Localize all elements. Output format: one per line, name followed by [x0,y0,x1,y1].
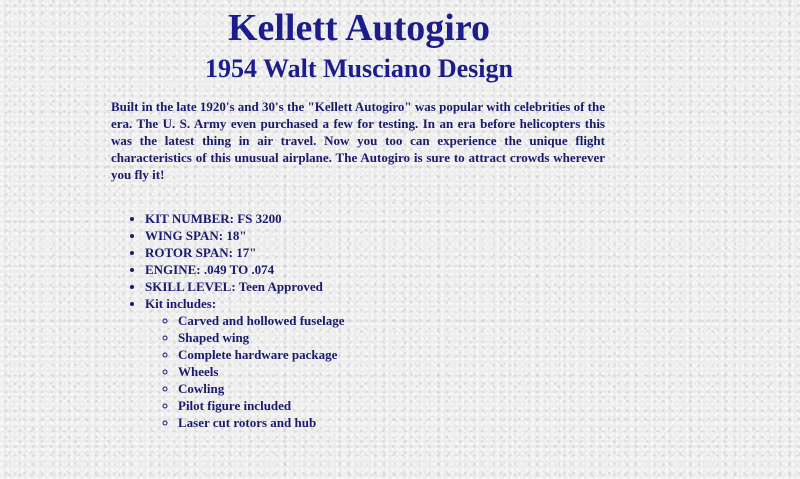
kit-item: ◦ Laser cut rotors and hub [178,414,344,431]
page-title: Kellett Autogiro [227,7,491,49]
kit-item: ◦ Complete hardware package [178,346,344,363]
spec-kit-includes [145,295,344,431]
spec-rotor-span: • ROTOR SPAN: 17" [145,244,344,261]
spec-list [105,210,344,431]
kit-item: ◦ Pilot figure included [178,397,344,414]
kit-includes-label: Kit includes: [145,296,217,311]
spec-engine: • ENGINE: .049 TO .074 [145,261,344,278]
description-paragraph: Built in the late 1920's and 30's the "Kellett Autogiro" was popular with celebrities of the era. The U. S. Army even purchased a few for testing. In an era before helicopters this was the latest thing in air travel. Now you too can experience the unique flight characteristics of this unusual airplane. The Autogiro is sure to attract crowds wherever you fly it! [111,99,605,182]
kit-item: ◦ Carved and hollowed fuselage [178,312,344,329]
kit-item: ◦ Cowling [178,380,344,397]
kit-item: ◦ Wheels [178,363,344,380]
kit-item: ◦ Shaped wing [178,329,344,346]
spec-wing-span: • WING SPAN: 18" [145,227,344,244]
kit-includes-list [145,312,344,431]
spec-kit-number: • KIT NUMBER: FS 3200 [145,210,344,227]
page-subtitle: 1954 Walt Musciano Design [205,54,513,83]
spec-skill-level: • SKILL LEVEL: Teen Approved [145,278,344,295]
